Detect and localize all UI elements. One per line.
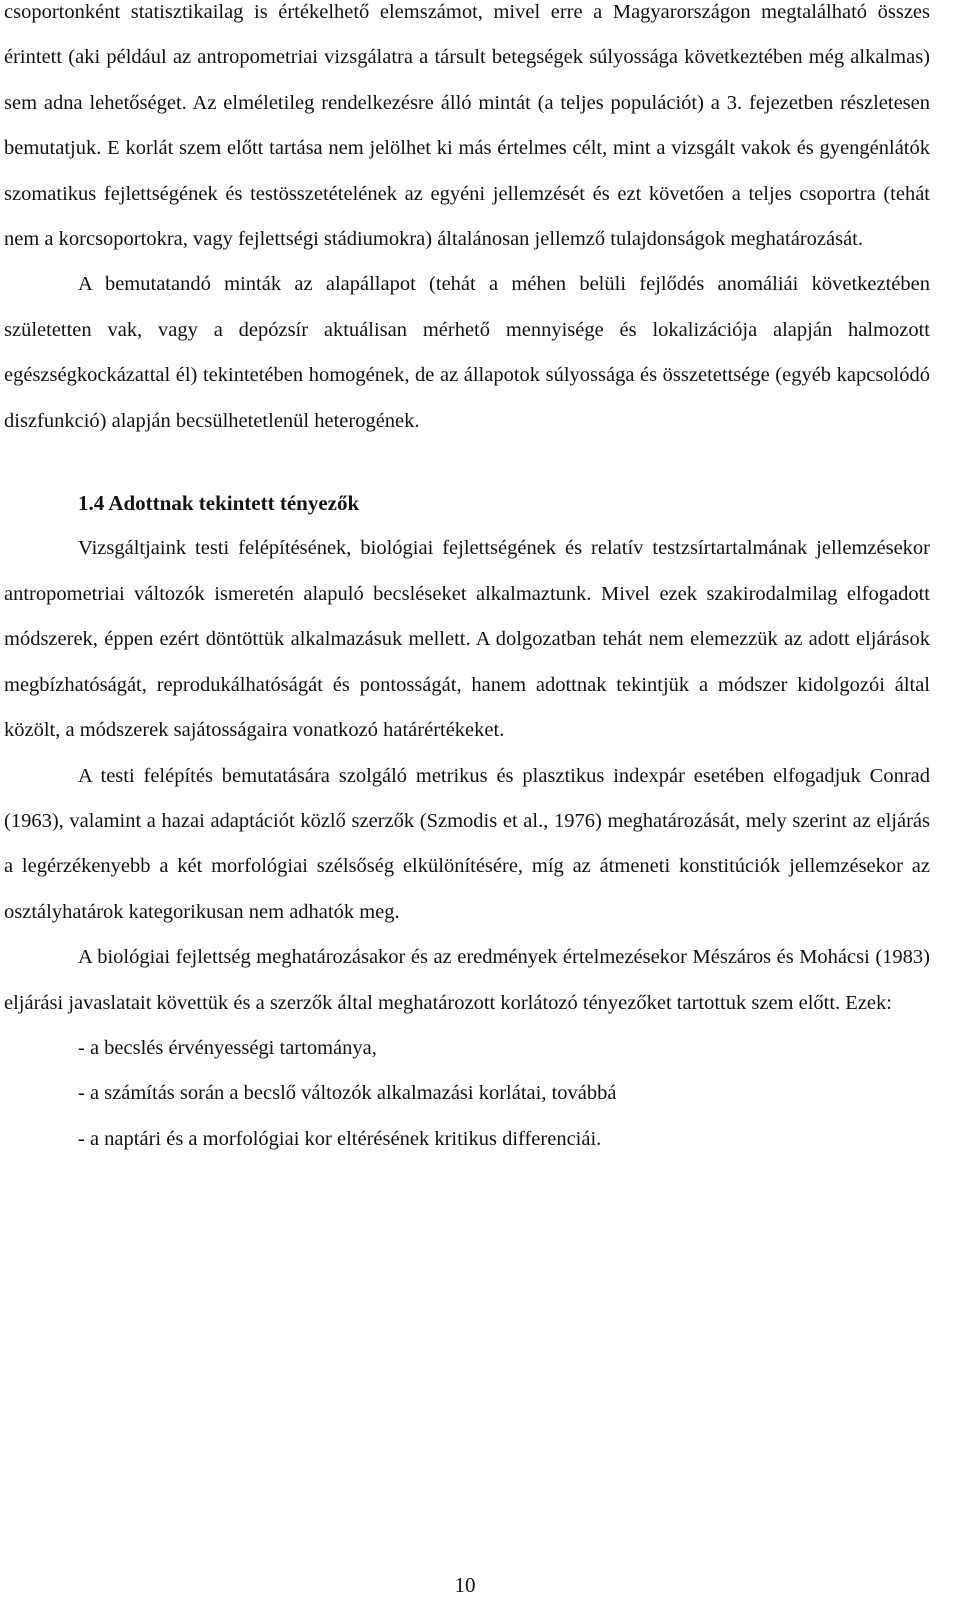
paragraph: A biológiai fejlettség meghatározásakor és az eredmények értelmezésekor Mészáros és Mohácsi (1983) eljárási javaslatait követtük és a szerzők által meghatározott korlátozó tényezőket tartottuk szem előtt. Ezek: — [4, 946, 930, 1014]
paragraph-continuation: csoportonként statisztikailag is értékelhető elemszámot, mivel erre a Magyarországon megtalálható összes érintett (aki például az antropometriai vizsgálatra a társult betegségek súlyossága következtében még alkalmas) sem adna lehetőséget. Az elméletileg rendelkezésre álló mintát (a teljes populációt) a 3. fejezetben részletesen bemutatjuk. E korlát szem előtt tartása nem jelölhet ki más értelmes célt, mint a vizsgált vakok és gyengénlátók szomatikus fejlettségének és testösszetételének az egyéni jellemzését és ezt követően a teljes csoportra (tehát nem a korcsoportokra, vagy fejlettségi stádiumokra) általánosan jellemző tulajdonságok meghatározását. — [4, 1, 930, 251]
list-item: - a naptári és a morfológiai kor eltérésének kritikus differenciái. — [78, 1127, 602, 1150]
section-heading: 1.4 Adottnak tekintett tényezők — [78, 491, 360, 516]
paragraph: A testi felépítés bemutatására szolgáló metrikus és plasztikus indexpár esetében elfogadjuk Conrad (1963), valamint a hazai adaptációt közlő szerzők (Szmodis et al., 1976) meghatározását, mely szerint az eljárás a legérzékenyebb a két morfológiai szélsőség elkülönítésére, míg az átmeneti konstitúciók jellemzésekor az osztályhatárok kategorikusan nem adhatók meg. — [4, 764, 930, 923]
paragraph: A bemutatandó minták az alapállapot (tehát a méhen belüli fejlődés anomáliái következtében születetten vak, vagy a depózsír aktuálisan mérhető mennyisége és lokalizációja alapján halmozott egészségkockázattal él) tekintetében homogének, de az állapotok súlyossága és összetettsége (egyéb kapcsolódó diszfunkció) alapján becsülhetetlenül heterogének. — [4, 273, 930, 432]
limitations-list — [4, 1026, 930, 1162]
list-item: - a számítás során a becslő változók alkalmazási korlátai, továbbá — [78, 1082, 617, 1105]
page-number: 10 — [454, 1573, 476, 1597]
paragraph: Vizsgáltjaink testi felépítésének, biológiai fejlettségének és relatív testzsírtartalmának jellemzésekor antropometriai változók ismeretén alapuló becsléseket alkalmaztunk. Mivel ezek szakirodalmilag elfogadott módszerek, éppen ezért döntöttük alkalmazásuk mellett. A dolgozatban tehát nem elemezzük az adott eljárások megbízhatóságát, reprodukálhatóságát és pontosságát, hanem adottnak tekintjük a módszer kidolgozói által közölt, a módszerek sajátosságaira vonatkozó határértékeket. — [4, 537, 930, 742]
body-text — [4, 0, 930, 1162]
list-item: - a becslés érvényességi tartománya, — [78, 1036, 377, 1059]
